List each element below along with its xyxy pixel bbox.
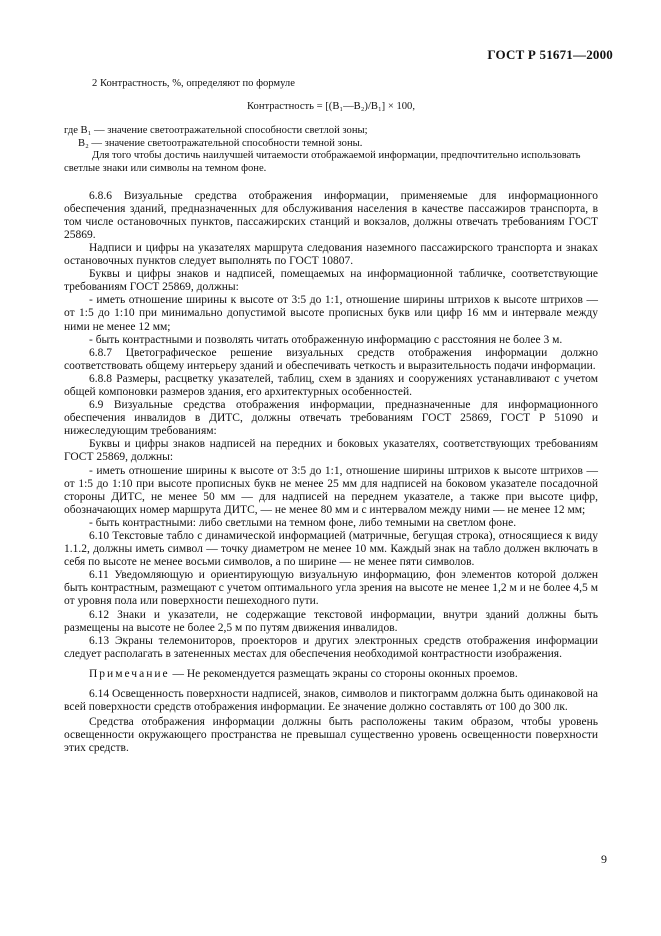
paragraph-6-8-6-b: Надписи и цифры на указателях маршрута следования наземного пассажирского транспорта и знаках остановочных пунктов следует выполнять по ГОСТ 10807. bbox=[64, 241, 598, 268]
document-code-header: ГОСТ Р 51671—2000 bbox=[487, 47, 613, 62]
paragraph-6-9-b: Буквы и цифры знаков надписей на передних и боковых указателях, соответствующих требованиям ГОСТ 25869, должны: bbox=[64, 438, 598, 464]
paragraph-6-8-6: 6.8.6 Визуальные средства отображения информации, применяемые для информационного обеспечения зданий, предназначенных для обслуживания населения в качестве пассажиров транспорта, в том числе остановочных пунктов, пассажирских станций и вокзалов, должны отвечать требованиям ГОСТ 25869. bbox=[64, 189, 598, 241]
paragraph-6-12: 6.12 Знаки и указатели, не содержащие текстовой информации, внутри зданий должны быть размещены на высоте не более 2,5 м по путям движения инвалидов. bbox=[64, 608, 598, 634]
paragraph-6-8-8: 6.8.8 Размеры, расцветку указателей, таблиц, схем в зданиях и сооружениях устанавливают с учетом общей компоновки размеров здания, его архитектурных особенностей. bbox=[64, 372, 598, 398]
paragraph-6-11: 6.11 Уведомляющую и ориентирующую визуальную информацию, фон элементов которой должен быть контрастным, размещают с учетом оптимального угла зрения на высоте не менее 1,2 м и не более 4,5 м от уровня пола или поверхности пешеходного пути. bbox=[64, 569, 598, 608]
contrast-formula: Контрастность = [(B₁—B₂)/B₁] × 100, bbox=[247, 100, 415, 112]
list-item: - иметь отношение ширины к высоте от 3:5 до 1:1, отношение ширины штрихов к высоте штрихов — от 1:5 до 1:10 при минимально допустимой высоте прописных букв или цифр 16 мм и интервале между ними не менее 12 мм; bbox=[64, 294, 598, 333]
formula-definitions bbox=[64, 125, 598, 150]
paragraph-6-14-b: Средства отображения информации должны быть расположены таким образом, чтобы уровень освещенности окружающего пространства не превышал существенно уровень освещенности поверхности этих средств. bbox=[64, 716, 598, 755]
paragraph-6-9: 6.9 Визуальные средства отображения информации, предназначенные для информационного обеспечения инвалидов в ДИТС, должны отвечать требованиям ГОСТ 25869, ГОСТ Р 51090 и нижеследующим требованиям: bbox=[64, 399, 598, 438]
list-item: - быть контрастными: либо светлыми на темном фоне, либо темными на светлом фоне. bbox=[89, 516, 517, 529]
definition-b2: B₂ — значение светоотражательной способности темной зоны. bbox=[78, 137, 363, 149]
paragraph-6-14: 6.14 Освещенность поверхности надписей, знаков, символов и пиктограмм должна быть одинаковой на всей поверхности средств отображения информации. Ее значение должно составлять от 100 до 300 лк. bbox=[64, 688, 598, 714]
main-text bbox=[64, 190, 598, 756]
note-text: — Не рекомендуется размещать экраны со стороны оконных проемов. bbox=[169, 667, 518, 680]
contrast-recommendation: Для того чтобы достичь наилучшей читаемости отображаемой информации, предпочтительно использовать светлые знаки или символы на темном фоне. bbox=[64, 150, 581, 174]
paragraph-6-8-6-c: Буквы и цифры знаков и надписей, помещаемых на информационной табличке, соответствующие требованиям ГОСТ 25869, должны: bbox=[64, 268, 598, 294]
definition-b1: где B₁ — значение светоотражательной способности светлой зоны; bbox=[64, 125, 368, 137]
page-content bbox=[64, 78, 598, 756]
note-label: Примечание bbox=[89, 667, 170, 680]
list-item: - иметь отношение ширины к высоте от 3:5 до 1:1, отношение ширины штрихов к высоте штрихов — от 1:5 до 1:10 при высоте прописных букв не менее 25 мм для надписей на боковом указателе посадочной стороны ДИТС, не менее 50 мм — для надписей на переднем указателе, а также при высоте цифр, обозначающих номер маршрута ДИТС, — не менее 80 мм и с интервалом между ними — не менее 12 мм; bbox=[64, 464, 598, 516]
list-item: - быть контрастными и позволять читать отображенную информацию с расстояния не более 3 м. bbox=[89, 333, 563, 346]
paragraph-6-8-7: 6.8.7 Цветографическое решение визуальных средств отображения информации должно соответствовать общему интерьеру зданий и обеспечивать четкость и выразительность подачи информации. bbox=[64, 346, 598, 372]
paragraph-6-10: 6.10 Текстовые табло с динамической информацией (матричные, бегущая строка), относящиеся к виду 1.1.2, должны иметь символ — точку диаметром не менее 10 мм. Каждый знак на табло должен включать в себя по высоте не менее восьми символов, а по ширине — не менее пяти символов. bbox=[64, 530, 598, 569]
contrast-intro: 2 Контрастность, %, определяют по формуле bbox=[92, 78, 295, 89]
note-paragraph bbox=[64, 668, 598, 681]
contrast-note bbox=[64, 78, 598, 176]
page-number: 9 bbox=[601, 852, 607, 866]
paragraph-6-13: 6.13 Экраны телемониторов, проекторов и других электронных средств отображения информации следует располагать в затененных местах для обеспечения необходимой контрастности изображения. bbox=[64, 634, 598, 660]
